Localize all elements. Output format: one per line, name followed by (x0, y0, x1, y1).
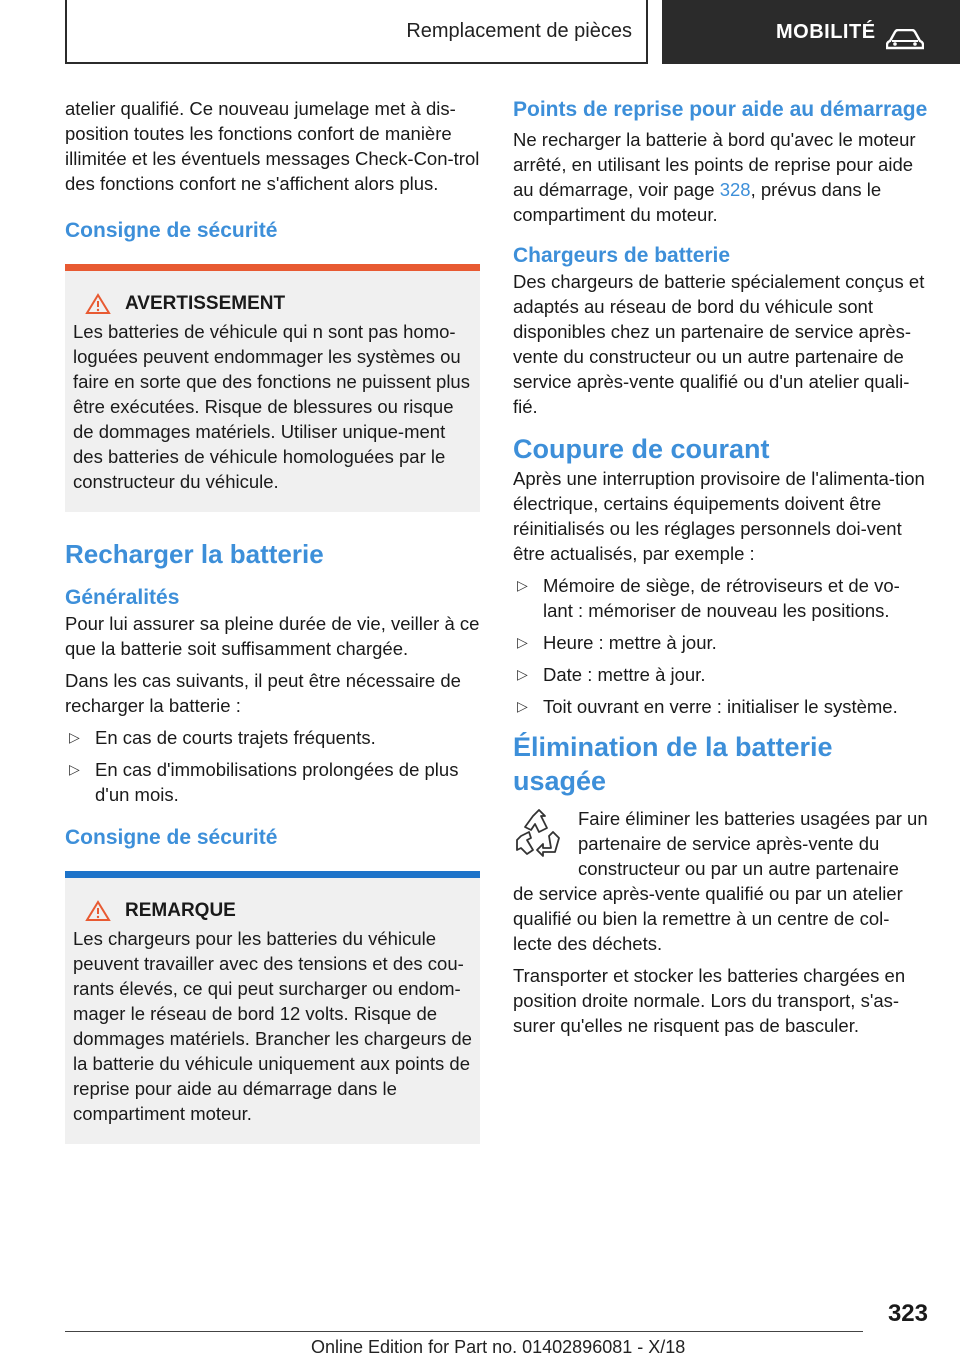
car-icon (886, 29, 924, 51)
header-section-tab (65, 0, 648, 64)
disposal-block (513, 806, 928, 956)
list-item: ▷ Toit ouvrant en verre : initialiser le système. (517, 696, 898, 717)
power-cut-list (513, 573, 928, 719)
transport-paragraph: Transporter et stocker les batteries chargées en position droite normale. Lors du transport, s'as-surer qu'elles ne risquent pas de basculer. (513, 965, 906, 1036)
triangle-bullet-icon: ▷ (69, 761, 80, 777)
heading-safety-2: Consigne de sécurité (65, 826, 278, 849)
note-title-row (73, 898, 472, 924)
note-box (65, 878, 480, 1144)
warning-text: Les batteries de véhicule qui n sont pas homo-loguées peuvent endommager les systèmes ou faire en sorte que des fonctions ne puissent plus être exécutées. Risque de blessures ou risque de dommages matériels. Utiliser unique-ment des batteries de véhicule homologuées par le constructeur du véhicule. (73, 321, 470, 492)
page-number: 323 (887, 1300, 928, 1327)
list-item: ▷ En cas d'immobilisations prolongées de plus d'un mois. (69, 759, 459, 805)
jump-start-paragraph: Ne recharger la batterie à bord qu'avec le moteur arrêté, en utilisant les points de reprise pour aide au démarrage, voir page 328, prévus dans le compartiment du moteur. (513, 129, 916, 225)
general-paragraph-1: Pour lui assurer sa pleine durée de vie, veiller à ce que la batterie soit suffisamment chargée. (65, 613, 480, 659)
heading-jump-start: Points de reprise pour aide au démarrage (513, 98, 928, 121)
recycle-icon (513, 808, 565, 860)
disposal-paragraph-indent: Faire éliminer les batteries usagées par un partenaire de service après-vente du constructeur ou par un autre partenaire (578, 808, 928, 879)
footer-divider (65, 1331, 863, 1332)
warning-title-row (73, 291, 472, 317)
header-chapter-tab (662, 0, 960, 64)
triangle-bullet-icon: ▷ (517, 634, 528, 650)
header-section-title: Remplacement de pièces (406, 19, 632, 42)
list-item: ▷ Mémoire de siège, de rétroviseurs et de vo-lant : mémoriser de nouveau les positions. (517, 575, 900, 621)
left-column (65, 96, 480, 1144)
heading-safety-1: Consigne de sécurité (65, 219, 278, 242)
chargers-paragraph: Des chargeurs de batterie spécialement conçus et adaptés au réseau de bord du véhicule sont disponibles chez un partenaire de service après-vente du constructeur ou un autre partenaire de service après-vente qualifié ou d'un atelier quali-fié. (513, 271, 925, 417)
note-bar (65, 871, 480, 878)
note-text: Les chargeurs pour les batteries du véhicule peuvent travailler avec des tensions et des cou-rants élevés, ce qui peut surcharger ou endom-mager le réseau de bord 12 volts. Risque de dommages matériels. Brancher les chargeurs de la batterie du véhicule uniquement aux points de reprise pour aide au démarrage dans le compartiment moteur. (73, 928, 472, 1124)
heading-chargers: Chargeurs de batterie (513, 244, 731, 267)
list-item: ▷ En cas de courts trajets fréquents. (69, 727, 376, 748)
recharge-list (65, 725, 480, 807)
warning-title: AVERTISSEMENT (125, 293, 286, 314)
list-item: ▷ Heure : mettre à jour. (517, 632, 717, 653)
heading-disposal: Élimination de la batterie usagée (513, 732, 833, 796)
footer-edition: Online Edition for Part no. 01402896081 - X/18 (311, 1337, 686, 1357)
note-triangle-icon (85, 900, 111, 922)
warning-box (65, 271, 480, 512)
note-title: REMARQUE (125, 900, 236, 921)
triangle-bullet-icon: ▷ (517, 577, 528, 593)
right-column (513, 96, 928, 1045)
triangle-bullet-icon: ▷ (517, 698, 528, 714)
disposal-paragraph-rest: de service après-vente qualifié ou par un atelier qualifié ou bien la remettre à un centre de col-lecte des déchets. (513, 883, 903, 954)
triangle-bullet-icon: ▷ (517, 666, 528, 682)
header-chapter-title: MOBILITÉ (776, 20, 876, 43)
list-item: ▷ Date : mettre à jour. (517, 664, 706, 685)
general-paragraph-2: Dans les cas suivants, il peut être nécessaire de recharger la batterie : (65, 670, 461, 716)
heading-power-cut: Coupure de courant (513, 434, 770, 464)
heading-recharge: Recharger la batterie (65, 539, 324, 569)
heading-general: Généralités (65, 586, 180, 609)
warning-bar (65, 264, 480, 271)
power-cut-paragraph: Après une interruption provisoire de l'alimenta-tion électrique, certains équipements doivent être réinitialisés ou les réglages personnels doi-vent être actualisés, par exemple : (513, 468, 925, 564)
page-link[interactable]: 328 (719, 179, 751, 200)
triangle-bullet-icon: ▷ (69, 729, 80, 745)
warning-triangle-icon (85, 293, 111, 315)
intro-paragraph: atelier qualifié. Ce nouveau jumelage met à dis-position toutes les fonctions confort de manière illimitée et les éventuels messages Check-Con-trol des fonctions confort ne s'affichent alors plus. (65, 98, 480, 194)
